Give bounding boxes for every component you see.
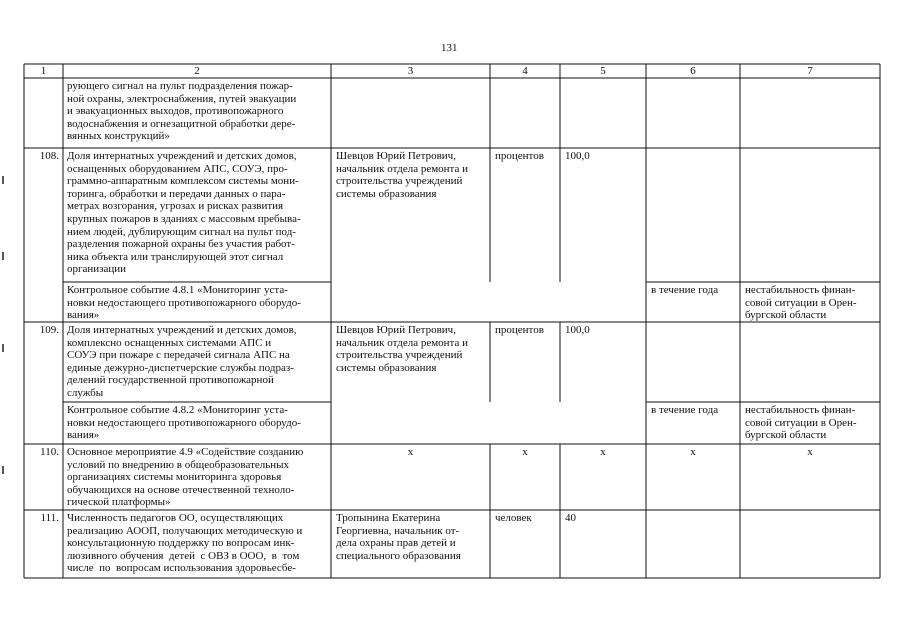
header-col-2: 2: [194, 65, 200, 77]
row-110-number: 110.: [40, 446, 59, 458]
header-col-7: 7: [807, 65, 813, 77]
row-109-value: 100,0: [565, 324, 590, 336]
row-109-number: 109.: [39, 324, 59, 336]
header-col-5: 5: [600, 65, 606, 77]
row-108-number: 108.: [39, 150, 59, 162]
continuation-text: рующего сигнал на пульт подразделения пожар- ной охраны, электроснабжения, путей эвакуации и эвакуационных выходов, противопожарного водоснабжения и огнезащитной обработки дере- вянных конструкций»: [67, 80, 297, 143]
row-110-col3-x: x: [407, 446, 414, 458]
control-event-4-8-2-risk: нестабильность финан- совой ситуации в Орен- бургской области: [745, 404, 857, 442]
row-110-col6-x: x: [690, 446, 696, 458]
scan-mark: [2, 176, 4, 184]
row-110-col4-x: x: [522, 446, 528, 458]
scan-mark: [2, 344, 4, 352]
page-number: 131: [441, 42, 458, 54]
scan-mark: [2, 252, 4, 260]
row-108-value: 100,0: [565, 150, 590, 162]
control-event-4-8-2-term: в течение года: [651, 404, 719, 416]
control-event-4-8-1: Контрольное событие 4.8.1 «Мониторинг уста- новки недостающего противопожарного оборудо- вания»: [67, 284, 301, 322]
row-110-col7-x: x: [807, 446, 813, 458]
control-event-4-8-2: Контрольное событие 4.8.2 «Мониторинг уста- новки недостающего противопожарного оборудо- вания»: [67, 404, 301, 442]
row-108-unit: процентов: [495, 150, 544, 162]
row-111-indicator: Численность педагогов ОО, осуществляющих реализацию АООП, получающих методическую и консультационную поддержку по вопросам инк- люзивного обучения детей с ОВЗ в ООО, в том числе по вопросам использования здоровьесбе-: [67, 512, 303, 575]
row-111-number: 111.: [40, 512, 59, 524]
control-event-4-8-1-risk: нестабильность финан- совой ситуации в Орен- бургской области: [745, 284, 857, 322]
row-108-indicator: Доля интернатных учреждений и детских домов, оснащенных оборудованием АПС, СОУЭ, про- граммно-аппаратным комплексом системы мони- торинга, обработки и передачи данных о пара- метрах возгорания, угрозах и рисках развития крупных пожаров в зданиях с массовым пребыва- нием людей, дублирующим сигнал на пульт под- разделения пожарной охраны без участия работ- ника объекта или транслирующей этот сигнал организации: [67, 150, 301, 276]
row-111-responsible: Тропынина Екатерина Георгиевна, начальник от- дела охраны прав детей и специального образования: [336, 512, 461, 562]
row-109-unit: процентов: [495, 324, 544, 336]
header-col-4: 4: [522, 65, 528, 77]
row-111-value: 40: [565, 512, 576, 524]
header-col-3: 3: [407, 65, 414, 77]
row-110-activity: Основное мероприятие 4.9 «Содействие созданию условий по внедрению в общеобразовательных организациях системы мониторинга здоровья обучающихся на основе отечественной техноло- гической платформы»: [67, 446, 304, 509]
row-109-responsible: Шевцов Юрий Петрович, начальник отдела ремонта и строительства учреждений системы образования: [336, 324, 469, 374]
scan-mark: [2, 466, 4, 474]
header-col-1: 1: [40, 65, 47, 77]
row-109-indicator: Доля интернатных учреждений и детских домов, комплексно оснащенных системами АПС и СОУЭ при пожаре с передачей сигнала АПС на единые дежурно-диспетчерские службы подраз- делений государственной противопожарной службы: [67, 324, 297, 399]
row-108-responsible: Шевцов Юрий Петрович, начальник отдела ремонта и строительства учреждений системы образования: [336, 150, 469, 200]
control-event-4-8-1-term: в течение года: [651, 284, 719, 296]
row-111-unit: человек: [495, 512, 532, 524]
header-col-6: 6: [690, 65, 696, 77]
row-110-col5-x: x: [600, 446, 606, 458]
